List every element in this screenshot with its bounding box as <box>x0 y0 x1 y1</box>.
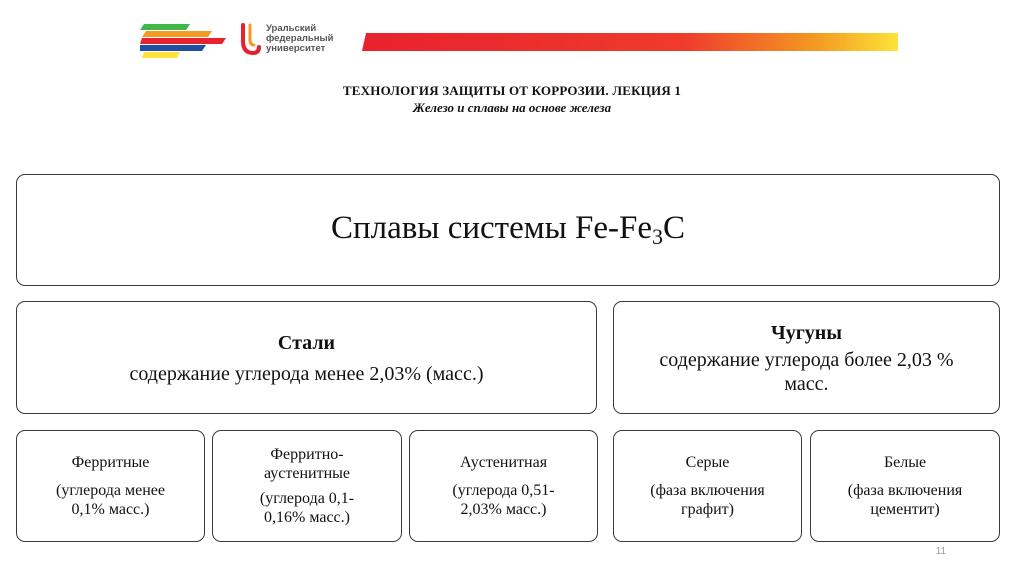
lecture-title: ТЕХНОЛОГИЯ ЗАЩИТЫ ОТ КОРРОЗИИ. ЛЕКЦИЯ 1 <box>342 83 682 98</box>
steels-box <box>16 301 597 414</box>
steel-type-ferritic-austenitic: Ферритно- аустенитные (углерода 0,1- 0,16% масс.) <box>212 430 402 542</box>
steels-description: содержание углерода менее 2,03% (масс.) <box>129 362 484 385</box>
header-gradient-bar <box>362 33 898 51</box>
university-logo-stripes <box>140 24 226 58</box>
alloy-system-title: Сплавы системы $Fe-Fe_3C$ <box>330 210 686 249</box>
cast-irons-description: содержание углерода более 2,03 % масс. <box>659 348 954 395</box>
steel-type-austenitic: Аустенитная (углерода 0,51- 2,03% масс.) <box>409 430 598 542</box>
lecture-subtitle: Железо и сплавы на основе железа <box>412 100 612 115</box>
cast-irons-box <box>613 301 1000 414</box>
page-number: 11 <box>935 546 947 557</box>
university-logo-mark <box>241 23 261 55</box>
cast-iron-type-white: Белые (фаза включения цементит) <box>810 430 1000 542</box>
cast-iron-type-gray: Серые (фаза включения графит) <box>613 430 802 542</box>
alloy-system-box <box>16 174 1000 286</box>
steels-heading: Стали <box>277 331 336 354</box>
university-logo-text: Уральский федеральный университет <box>266 23 334 54</box>
steel-type-ferritic: Ферритные (углерода менее 0,1% масс.) <box>16 430 205 542</box>
cast-irons-heading: Чугуны <box>771 321 842 344</box>
